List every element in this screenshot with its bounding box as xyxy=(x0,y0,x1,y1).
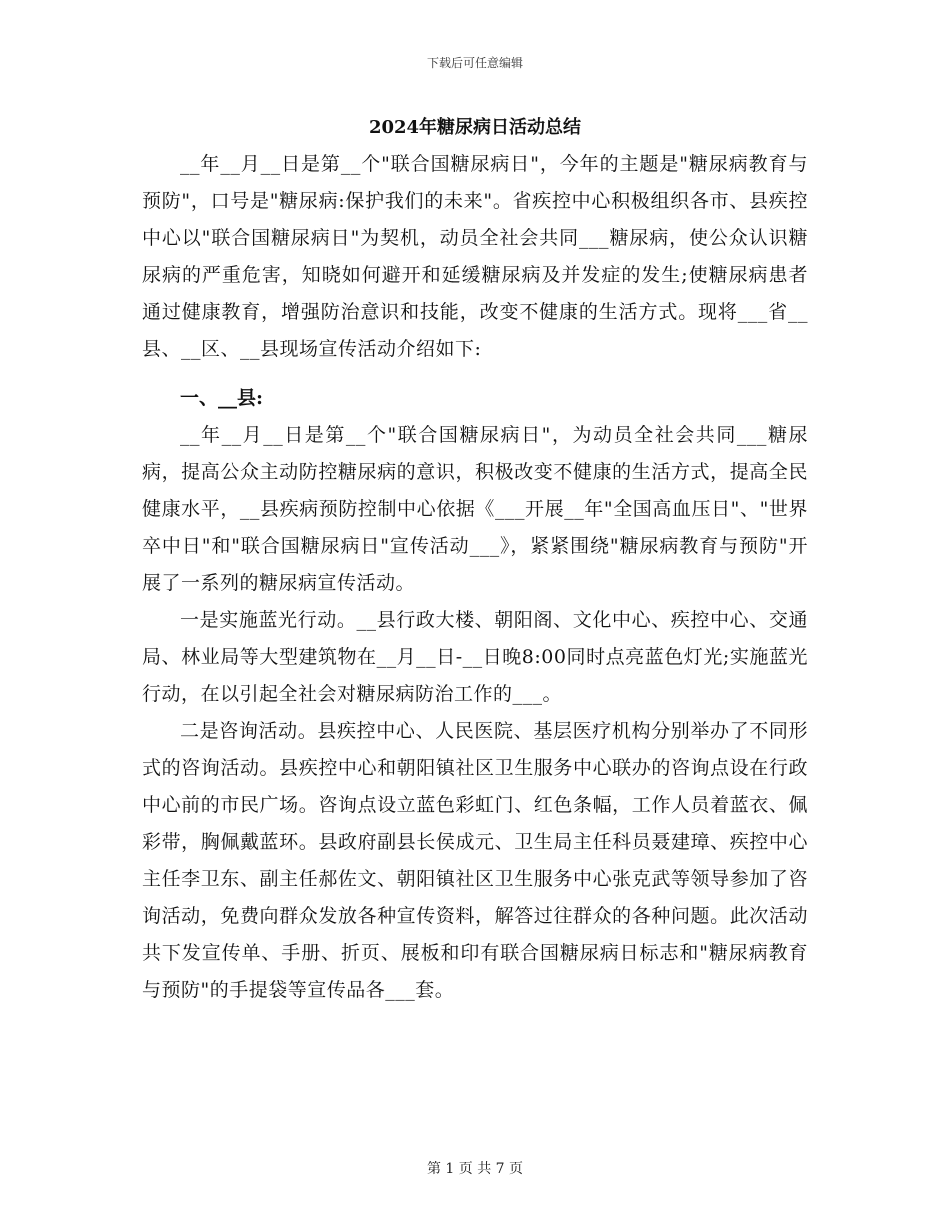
document-title: 2024年糖尿病日活动总结 xyxy=(368,117,582,138)
section-heading: 一、__县: xyxy=(180,387,264,409)
intro-paragraph: __年__月__日是第__个"联合国糖尿病日"，今年的主题是"糖尿病教育与预防"，口号是"糖尿病:保护我们的未来"。省疾控中心积极组织各市、县疾控中心以"联合国糖尿病日"为契机，动员全社会共同___糖尿病，使公众认识糖尿病的严重危害，知晓如何避开和延缓糖尿病及并发症的发生;使糖尿病患者通过健康教育，增强防治意识和技能，改变不健康的生活方式。现将___省__县、__区、__县现场宣传活动介绍如下: xyxy=(142,153,808,360)
document-body xyxy=(142,146,808,1009)
consultation-paragraph: 二是咨询活动。县疾控中心、人民医院、基层医疗机构分别举办了不同形式的咨询活动。县疾控中心和朝阳镇社区卫生服务中心联办的咨询点设在行政中心前的市民广场。咨询点设立蓝色彩虹门、红色条幅，工作人员着蓝衣、佩彩带，胸佩戴蓝环。县政府副县长侯成元、卫生局主任科员聂建璋、疾控中心主任李卫东、副主任郝佐文、朝阳镇社区卫生服务中心张克武等领导参加了咨询活动，免费向群众发放各种宣传资料，解答过往群众的各种问题。此次活动共下发宣传单、手册、折页、展板和印有联合国糖尿病日标志和"糖尿病教育与预防"的手提袋等宣传品各___套。 xyxy=(142,720,808,1001)
section-paragraph: __年__月__日是第__个"联合国糖尿病日"，为动员全社会共同___糖尿病，提高公众主动防控糖尿病的意识，积极改变不健康的生活方式，提高全民健康水平，__县疾病预防控制中心依据《___开展__年"全国高血压日"、"世界卒中日"和"联合国糖尿病日"宣传活动___》，紧紧围绕"糖尿病教育与预防"开展了一系列的糖尿病宣传活动。 xyxy=(142,424,808,594)
page-number: 第 1 页 共 7 页 xyxy=(426,1161,524,1177)
header-note: 下载后可任意编辑 xyxy=(426,56,523,70)
blue-light-paragraph: 一是实施蓝光行动。__县行政大楼、朝阳阁、文化中心、疾控中心、交通局、林业局等大型建筑物在__月__日-__日晚8:00同时点亮蓝色灯光;实施蓝光行动，在以引起全社会对糖尿病防治工作的___。 xyxy=(142,609,808,705)
